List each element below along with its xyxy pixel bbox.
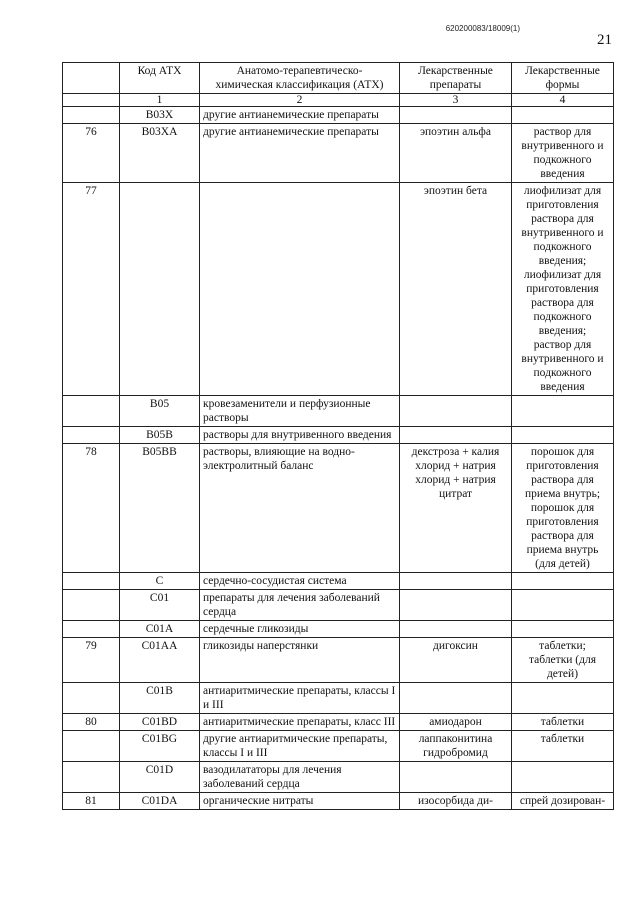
row-number — [63, 683, 120, 714]
atc-code: B05B — [120, 427, 200, 444]
table-row — [63, 731, 614, 762]
dosage-form: порошок для приготовления раствора для приема внутрь; порошок для приготовления раствора для приема внутрь (для детей) — [512, 444, 614, 573]
dosage-form: спрей дозирован- — [512, 793, 614, 810]
atc-code: C01B — [120, 683, 200, 714]
drug-name — [400, 762, 512, 793]
table-row — [63, 638, 614, 683]
atc-code: C01DA — [120, 793, 200, 810]
table-row — [63, 793, 614, 810]
row-number — [63, 762, 120, 793]
document-id: 620200083/18009(1) — [445, 24, 520, 33]
drug-name — [400, 396, 512, 427]
atc-code: B03XA — [120, 124, 200, 183]
header-drugs: Лекарственные препараты — [400, 63, 512, 94]
dosage-form — [512, 590, 614, 621]
drug-name: эпоэтин бета — [400, 183, 512, 396]
page-number: 21 — [597, 32, 612, 48]
atc-code: C01BD — [120, 714, 200, 731]
drug-name: изосорбида ди- — [400, 793, 512, 810]
header-number — [63, 63, 120, 94]
atc-class: препараты для лечения заболеваний сердца — [200, 590, 400, 621]
header-row — [63, 63, 614, 94]
atc-code: B05BB — [120, 444, 200, 573]
atc-class: сердечно-сосудистая система — [200, 573, 400, 590]
table-row — [63, 573, 614, 590]
atc-code: B03X — [120, 107, 200, 124]
table-row — [63, 427, 614, 444]
atc-class: гликозиды наперстянки — [200, 638, 400, 683]
row-number — [63, 731, 120, 762]
atc-code — [120, 183, 200, 396]
column-number — [63, 94, 120, 107]
row-number — [63, 590, 120, 621]
atc-class: кровезаменители и перфузионные растворы — [200, 396, 400, 427]
atc-code: C — [120, 573, 200, 590]
table-row — [63, 590, 614, 621]
drug-name — [400, 590, 512, 621]
atc-code: B05 — [120, 396, 200, 427]
atc-class: антиаритмические препараты, класс III — [200, 714, 400, 731]
drug-name: эпоэтин альфа — [400, 124, 512, 183]
atc-class: растворы для внутривенного введения — [200, 427, 400, 444]
header-atc-classification: Анатомо-терапевтическо- химическая классификация (АТХ) — [200, 63, 400, 94]
atc-drug-table — [62, 62, 614, 810]
row-number: 76 — [63, 124, 120, 183]
row-number: 81 — [63, 793, 120, 810]
table-row — [63, 683, 614, 714]
atc-class: органические нитраты — [200, 793, 400, 810]
column-number: 3 — [400, 94, 512, 107]
table-row — [63, 107, 614, 124]
row-number — [63, 573, 120, 590]
column-number: 1 — [120, 94, 200, 107]
drug-name — [400, 683, 512, 714]
dosage-form — [512, 573, 614, 590]
dosage-form — [512, 683, 614, 714]
column-number: 4 — [512, 94, 614, 107]
drug-name — [400, 107, 512, 124]
drug-name — [400, 573, 512, 590]
row-number — [63, 107, 120, 124]
drug-name — [400, 427, 512, 444]
atc-class: сердечные гликозиды — [200, 621, 400, 638]
atc-code: C01BG — [120, 731, 200, 762]
table-row — [63, 124, 614, 183]
atc-class: другие антиаритмические препараты, классы I и III — [200, 731, 400, 762]
table-row — [63, 183, 614, 396]
table-row — [63, 396, 614, 427]
dosage-form: раствор для внутривенного и подкожного введения — [512, 124, 614, 183]
drug-name: лаппаконитина гидробромид — [400, 731, 512, 762]
dosage-form — [512, 107, 614, 124]
atc-code: C01A — [120, 621, 200, 638]
atc-class: антиаритмические препараты, классы I и III — [200, 683, 400, 714]
drug-name — [400, 621, 512, 638]
dosage-form — [512, 762, 614, 793]
atc-class — [200, 183, 400, 396]
row-number: 77 — [63, 183, 120, 396]
column-number: 2 — [200, 94, 400, 107]
dosage-form — [512, 427, 614, 444]
atc-code: C01D — [120, 762, 200, 793]
dosage-form — [512, 621, 614, 638]
dosage-form: таблетки — [512, 731, 614, 762]
drug-name: дигоксин — [400, 638, 512, 683]
atc-class: вазодилататоры для лечения заболеваний сердца — [200, 762, 400, 793]
atc-code: C01 — [120, 590, 200, 621]
table-body — [63, 107, 614, 810]
atc-code: C01AA — [120, 638, 200, 683]
dosage-form: лиофилизат для приготовления раствора для внутривенного и подкожного введения; лиофилизат для приготовления раствора для подкожного введения; раствор для внутривенного и подкожного введения — [512, 183, 614, 396]
row-number: 78 — [63, 444, 120, 573]
table-row — [63, 621, 614, 638]
row-number — [63, 396, 120, 427]
atc-class: растворы, влияющие на водно-электролитный баланс — [200, 444, 400, 573]
row-number: 80 — [63, 714, 120, 731]
header-dosage-forms: Лекарственные формы — [512, 63, 614, 94]
header-atc-code: Код АТХ — [120, 63, 200, 94]
row-number — [63, 621, 120, 638]
dosage-form: таблетки — [512, 714, 614, 731]
row-number: 79 — [63, 638, 120, 683]
dosage-form: таблетки; таблетки (для детей) — [512, 638, 614, 683]
row-number — [63, 427, 120, 444]
drug-name: декстроза + калия хлорид + натрия хлорид + натрия цитрат — [400, 444, 512, 573]
table-row — [63, 444, 614, 573]
atc-class: другие антианемические препараты — [200, 124, 400, 183]
column-number-row — [63, 94, 614, 107]
table-row — [63, 762, 614, 793]
atc-class: другие антианемические препараты — [200, 107, 400, 124]
drug-name: амиодарон — [400, 714, 512, 731]
table-row — [63, 714, 614, 731]
dosage-form — [512, 396, 614, 427]
